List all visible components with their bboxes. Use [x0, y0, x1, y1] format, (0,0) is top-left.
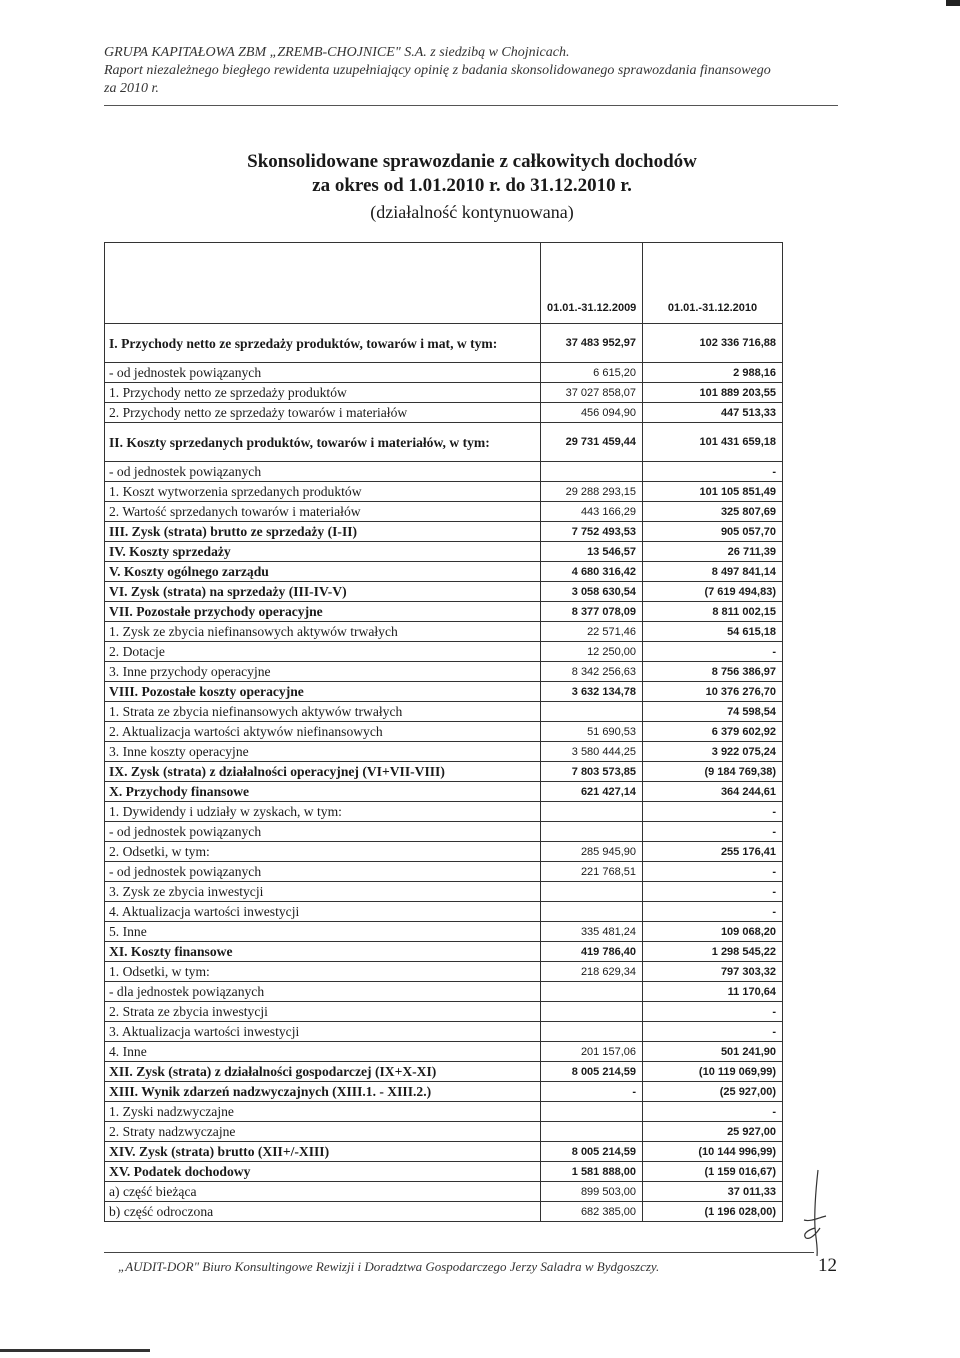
row-value-2009	[541, 1022, 643, 1042]
row-label: 1. Przychody netto ze sprzedaży produktów	[105, 383, 541, 403]
table-row	[105, 403, 783, 423]
row-value-2010: 8 811 002,15	[643, 602, 783, 622]
row-value-2009: 3 058 630,54	[541, 582, 643, 602]
row-value-2010: -	[643, 462, 783, 482]
row-label: II. Koszty sprzedanych produktów, towarów i materiałów, w tym:	[105, 423, 541, 462]
row-value-2010: -	[643, 802, 783, 822]
header-label-cell	[105, 243, 541, 324]
table-row	[105, 942, 783, 962]
row-value-2010: 25 927,00	[643, 1122, 783, 1142]
row-label: 4. Inne	[105, 1042, 541, 1062]
table-row	[105, 902, 783, 922]
row-label: - od jednostek powiązanych	[105, 462, 541, 482]
column-header-2010: 01.01.-31.12.2010	[643, 243, 783, 324]
scan-corner-mark	[946, 0, 960, 6]
table-row	[105, 582, 783, 602]
table-row	[105, 462, 783, 482]
row-value-2009: 201 157,06	[541, 1042, 643, 1062]
row-label: 1. Koszt wytworzenia sprzedanych produktów	[105, 482, 541, 502]
row-value-2010: 905 057,70	[643, 522, 783, 542]
row-value-2010: 54 615,18	[643, 622, 783, 642]
row-value-2009: 682 385,00	[541, 1202, 643, 1222]
row-value-2009: 37 483 952,97	[541, 324, 643, 363]
row-value-2009	[541, 802, 643, 822]
row-value-2009: 621 427,14	[541, 782, 643, 802]
table-row	[105, 602, 783, 622]
table-row	[105, 962, 783, 982]
row-label: 2. Wartość sprzedanych towarów i materiałów	[105, 502, 541, 522]
row-value-2009	[541, 1002, 643, 1022]
table-row	[105, 1002, 783, 1022]
table-row	[105, 1082, 783, 1102]
row-label: 1. Zyski nadzwyczajne	[105, 1102, 541, 1122]
row-value-2009: 419 786,40	[541, 942, 643, 962]
table-row	[105, 423, 783, 462]
row-value-2009: 221 768,51	[541, 862, 643, 882]
row-value-2009	[541, 1102, 643, 1122]
row-label: 5. Inne	[105, 922, 541, 942]
table-row	[105, 1042, 783, 1062]
row-value-2009: 29 288 293,15	[541, 482, 643, 502]
row-value-2009: 22 571,46	[541, 622, 643, 642]
table-row	[105, 1162, 783, 1182]
row-label: 2. Dotacje	[105, 642, 541, 662]
title-line-1: Skonsolidowane sprawozdanie z całkowitych dochodów	[247, 151, 697, 172]
row-value-2010: 109 068,20	[643, 922, 783, 942]
row-value-2009: 8 005 214,59	[541, 1062, 643, 1082]
row-value-2010: 101 105 851,49	[643, 482, 783, 502]
table-row	[105, 822, 783, 842]
row-value-2009: 1 581 888,00	[541, 1162, 643, 1182]
table-row	[105, 363, 783, 383]
page-footer: „AUDIT-DOR" Biuro Konsultingowe Rewizji i Doradztwa Gospodarczego Jerzy Saladra w Bydgoszczy.	[118, 1259, 660, 1274]
table-row	[105, 982, 783, 1002]
row-label: 1. Odsetki, w tym:	[105, 962, 541, 982]
table-row	[105, 1062, 783, 1082]
row-value-2009: 4 680 316,42	[541, 562, 643, 582]
table-row	[105, 642, 783, 662]
row-value-2010: 37 011,33	[643, 1182, 783, 1202]
row-value-2009: 8 377 078,09	[541, 602, 643, 622]
row-label: 2. Strata ze zbycia inwestycji	[105, 1002, 541, 1022]
row-label: XIII. Wynik zdarzeń nadzwyczajnych (XIII.1. - XIII.2.)	[105, 1082, 541, 1102]
page-number: 12	[818, 1255, 837, 1276]
row-value-2010: 1 298 545,22	[643, 942, 783, 962]
row-label: - dla jednostek powiązanych	[105, 982, 541, 1002]
row-value-2009	[541, 902, 643, 922]
row-label: I. Przychody netto ze sprzedaży produktów, towarów i mat, w tym:	[105, 324, 541, 363]
row-value-2010: 101 431 659,18	[643, 423, 783, 462]
row-value-2010: (9 184 769,38)	[643, 762, 783, 782]
table-row	[105, 742, 783, 762]
row-value-2010: (10 144 996,99)	[643, 1142, 783, 1162]
row-value-2009: 6 615,20	[541, 363, 643, 383]
table-row	[105, 782, 783, 802]
row-value-2010: (1 196 028,00)	[643, 1202, 783, 1222]
row-value-2010: -	[643, 642, 783, 662]
row-value-2009: 218 629,34	[541, 962, 643, 982]
row-value-2010: 797 303,32	[643, 962, 783, 982]
row-label: 1. Strata ze zbycia niefinansowych aktywów trwałych	[105, 702, 541, 722]
row-value-2009: 8 005 214,59	[541, 1142, 643, 1162]
column-header-2009: 01.01.-31.12.2009	[541, 243, 643, 324]
row-value-2009: 12 250,00	[541, 642, 643, 662]
row-value-2010: 101 889 203,55	[643, 383, 783, 403]
row-value-2009: 285 945,90	[541, 842, 643, 862]
row-value-2009: 456 094,90	[541, 403, 643, 423]
row-label: a) część bieżąca	[105, 1182, 541, 1202]
table-row	[105, 882, 783, 902]
row-value-2009: -	[541, 1082, 643, 1102]
row-value-2010: 10 376 276,70	[643, 682, 783, 702]
row-value-2010: -	[643, 822, 783, 842]
row-value-2009	[541, 982, 643, 1002]
table-row	[105, 722, 783, 742]
row-value-2009: 7 752 493,53	[541, 522, 643, 542]
header-line-1: GRUPA KAPITAŁOWA ZBM „ZREMB-CHOJNICE" S.A. z siedzibą w Chojnicach.	[104, 45, 570, 60]
row-label: 3. Aktualizacja wartości inwestycji	[105, 1022, 541, 1042]
row-value-2009	[541, 1122, 643, 1142]
table-row	[105, 862, 783, 882]
row-label: 1. Dywidendy i udziały w zyskach, w tym:	[105, 802, 541, 822]
row-label: 4. Aktualizacja wartości inwestycji	[105, 902, 541, 922]
row-value-2010: 325 807,69	[643, 502, 783, 522]
row-value-2010: 102 336 716,88	[643, 324, 783, 363]
row-label: VIII. Pozostałe koszty operacyjne	[105, 682, 541, 702]
table-row	[105, 1182, 783, 1202]
table-row	[105, 682, 783, 702]
row-value-2009	[541, 702, 643, 722]
footer-divider	[104, 1252, 814, 1253]
table-row	[105, 702, 783, 722]
table-row	[105, 1022, 783, 1042]
row-value-2009: 443 166,29	[541, 502, 643, 522]
table-row	[105, 1122, 783, 1142]
table-row	[105, 1202, 783, 1222]
row-label: b) część odroczona	[105, 1202, 541, 1222]
row-label: III. Zysk (strata) brutto ze sprzedaży (I-II)	[105, 522, 541, 542]
row-label: VII. Pozostałe przychody operacyjne	[105, 602, 541, 622]
row-label: 2. Aktualizacja wartości aktywów niefinansowych	[105, 722, 541, 742]
row-value-2009: 13 546,57	[541, 542, 643, 562]
table-row	[105, 502, 783, 522]
table-row	[105, 622, 783, 642]
row-value-2009: 899 503,00	[541, 1182, 643, 1202]
row-value-2010: 26 711,39	[643, 542, 783, 562]
table-row	[105, 1102, 783, 1122]
row-label: XII. Zysk (strata) z działalności gospodarczej (IX+X-XI)	[105, 1062, 541, 1082]
row-value-2010: 11 170,64	[643, 982, 783, 1002]
row-label: IV. Koszty sprzedaży	[105, 542, 541, 562]
row-label: XIV. Zysk (strata) brutto (XII+/-XIII)	[105, 1142, 541, 1162]
row-label: VI. Zysk (strata) na sprzedaży (III-IV-V)	[105, 582, 541, 602]
row-label: V. Koszty ogólnego zarządu	[105, 562, 541, 582]
row-value-2009	[541, 882, 643, 902]
row-value-2010: (7 619 494,83)	[643, 582, 783, 602]
row-label: 2. Przychody netto ze sprzedaży towarów i materiałów	[105, 403, 541, 423]
row-label: - od jednostek powiązanych	[105, 862, 541, 882]
row-label: 2. Odsetki, w tym:	[105, 842, 541, 862]
row-value-2010: -	[643, 862, 783, 882]
title-line-2: za okres od 1.01.2010 r. do 31.12.2010 r.	[312, 175, 632, 196]
table-row	[105, 922, 783, 942]
handwritten-signature	[796, 1168, 836, 1258]
table-row	[105, 562, 783, 582]
table-row	[105, 802, 783, 822]
row-value-2009: 51 690,53	[541, 722, 643, 742]
row-value-2009	[541, 462, 643, 482]
row-value-2010: -	[643, 1002, 783, 1022]
page-header	[104, 44, 840, 98]
row-value-2010: 255 176,41	[643, 842, 783, 862]
row-value-2010: 364 244,61	[643, 782, 783, 802]
table-row	[105, 383, 783, 403]
row-value-2010: -	[643, 1022, 783, 1042]
row-value-2010: (25 927,00)	[643, 1082, 783, 1102]
row-value-2009: 8 342 256,63	[541, 662, 643, 682]
row-label: XV. Podatek dochodowy	[105, 1162, 541, 1182]
row-value-2010: 2 988,16	[643, 363, 783, 383]
row-value-2009	[541, 822, 643, 842]
row-label: 2. Straty nadzwyczajne	[105, 1122, 541, 1142]
row-value-2010: 8 756 386,97	[643, 662, 783, 682]
row-value-2009: 3 580 444,25	[541, 742, 643, 762]
row-label: 3. Zysk ze zbycia inwestycji	[105, 882, 541, 902]
row-value-2010: -	[643, 1102, 783, 1122]
header-divider	[104, 105, 838, 106]
table-row	[105, 522, 783, 542]
row-value-2010: 74 598,54	[643, 702, 783, 722]
income-statement-table	[104, 242, 783, 1222]
row-value-2009: 7 803 573,85	[541, 762, 643, 782]
table-row	[105, 762, 783, 782]
row-label: XI. Koszty finansowe	[105, 942, 541, 962]
row-value-2010: (1 159 016,67)	[643, 1162, 783, 1182]
row-label: X. Przychody finansowe	[105, 782, 541, 802]
scan-edge-mark	[0, 1349, 150, 1352]
statement-title	[104, 150, 840, 224]
row-label: IX. Zysk (strata) z działalności operacyjnej (VI+VII-VIII)	[105, 762, 541, 782]
table-row	[105, 482, 783, 502]
row-value-2010: -	[643, 902, 783, 922]
row-label: 3. Inne koszty operacyjne	[105, 742, 541, 762]
row-value-2010: 8 497 841,14	[643, 562, 783, 582]
row-value-2009: 29 731 459,44	[541, 423, 643, 462]
table-header-row	[105, 243, 783, 324]
table-row	[105, 324, 783, 363]
row-value-2010: 501 241,90	[643, 1042, 783, 1062]
row-value-2010: 447 513,33	[643, 403, 783, 423]
row-value-2010: 3 922 075,24	[643, 742, 783, 762]
header-line-2: Raport niezależnego biegłego rewidenta uzupełniający opinię z badania skonsolidowanego sprawozdania finansowego	[104, 63, 771, 78]
row-value-2010: 6 379 602,92	[643, 722, 783, 742]
row-label: 3. Inne przychody operacyjne	[105, 662, 541, 682]
row-label: 1. Zysk ze zbycia niefinansowych aktywów trwałych	[105, 622, 541, 642]
row-value-2009: 335 481,24	[541, 922, 643, 942]
table-row	[105, 662, 783, 682]
row-label: - od jednostek powiązanych	[105, 822, 541, 842]
title-line-3: (działalność kontynuowana)	[370, 202, 574, 222]
row-value-2010: -	[643, 882, 783, 902]
table-row	[105, 542, 783, 562]
row-value-2009: 3 632 134,78	[541, 682, 643, 702]
table-row	[105, 842, 783, 862]
table-row	[105, 1142, 783, 1162]
header-line-3: za 2010 r.	[104, 81, 159, 96]
row-label: - od jednostek powiązanych	[105, 363, 541, 383]
row-value-2009: 37 027 858,07	[541, 383, 643, 403]
row-value-2010: (10 119 069,99)	[643, 1062, 783, 1082]
